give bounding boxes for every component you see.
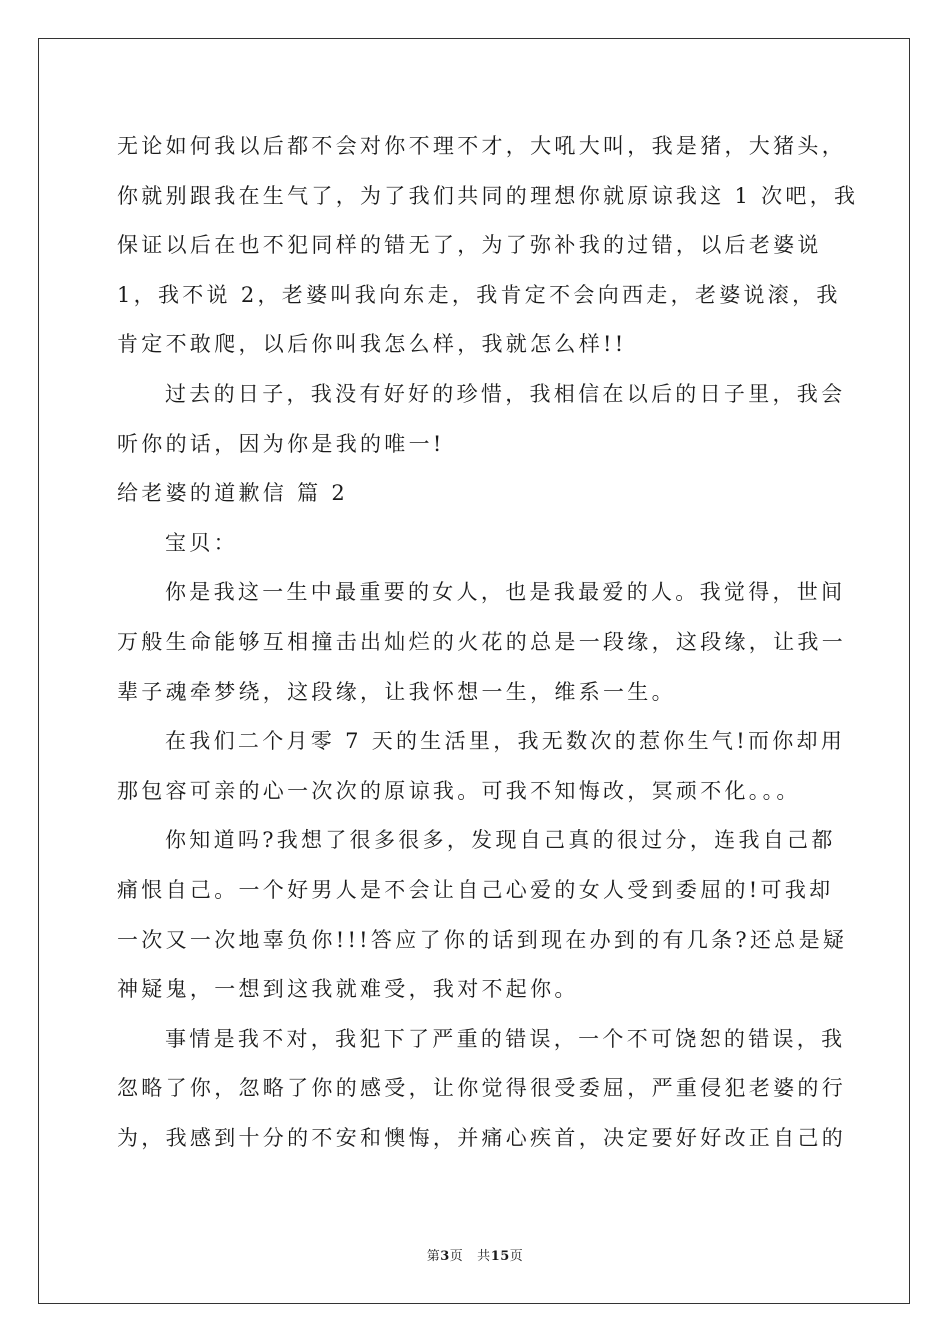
page-suffix: 页 <box>449 1249 464 1264</box>
text-line: 事情是我不对，我犯下了严重的错误，一个不可饶恕的错误，我 <box>165 1026 846 1051</box>
page-total: 15 <box>490 1249 510 1264</box>
text-line: 痛恨自己。一个好男人是不会让自己心爱的女人受到委屈的!可我却 <box>117 877 834 902</box>
text-line: 你就别跟我在生气了，为了我们共同的理想你就原谅我这 1 次吧，我 <box>117 183 859 208</box>
page-current: 3 <box>440 1249 450 1264</box>
page-prefix: 第 <box>426 1249 441 1264</box>
text-line: 忽略了你，忽略了你的感受，让你觉得很受委屈，严重侵犯老婆的行 <box>117 1076 846 1101</box>
text-line: 万般生命能够互相撞击出灿烂的火花的总是一段缘，这段缘，让我一 <box>117 629 846 654</box>
text-line: 听你的话，因为你是我的唯一! <box>117 431 445 456</box>
section-heading: 给老婆的道歉信 篇 2 <box>117 481 349 506</box>
total-suffix: 页 <box>509 1249 524 1264</box>
text-line: 无论如何我以后都不会对你不理不才，大吼大叫，我是猪，大猪头， <box>117 134 846 158</box>
text-line: 过去的日子，我没有好好的珍惜，我相信在以后的日子里，我会 <box>165 381 846 406</box>
salutation: 宝贝： <box>165 530 238 555</box>
text-line: 那包容可亲的心一次次的原谅我。可我不知悔改，冥顽不化。。。 <box>117 778 801 803</box>
text-line: 保证以后在也不犯同样的错无了，为了弥补我的过错，以后老婆说 <box>117 233 822 258</box>
text-line: 辈子魂牵梦绕，这段缘，让我怀想一生，维系一生。 <box>117 679 676 704</box>
total-prefix: 共 <box>477 1249 491 1264</box>
text-line: 在我们二个月零 7 天的生活里，我无数次的惹你生气!而你却用 <box>165 729 846 754</box>
page-footer <box>0 1245 950 1264</box>
text-line: 1，我不说 2，老婆叫我向东走，我肯定不会向西走，老婆说滚，我 <box>117 282 841 307</box>
text-line: 为，我感到十分的不安和懊悔，并痛心疾首，决定要好好改正自己的 <box>117 1125 846 1150</box>
text-line: 肯定不敢爬，以后你叫我怎么样，我就怎么样!! <box>117 332 627 357</box>
text-line: 你是我这一生中最重要的女人，也是我最爱的人。我觉得，世间 <box>165 580 846 605</box>
text-line: 一次又一次地辜负你!!!答应了你的话到现在办到的有几条?还总是疑 <box>117 927 848 952</box>
text-line: 你知道吗?我想了很多很多，发现自己真的很过分，连我自己都 <box>165 828 836 853</box>
text-line: 神疑鬼，一想到这我就难受，我对不起你。 <box>117 977 579 1002</box>
document-body <box>117 122 859 1163</box>
